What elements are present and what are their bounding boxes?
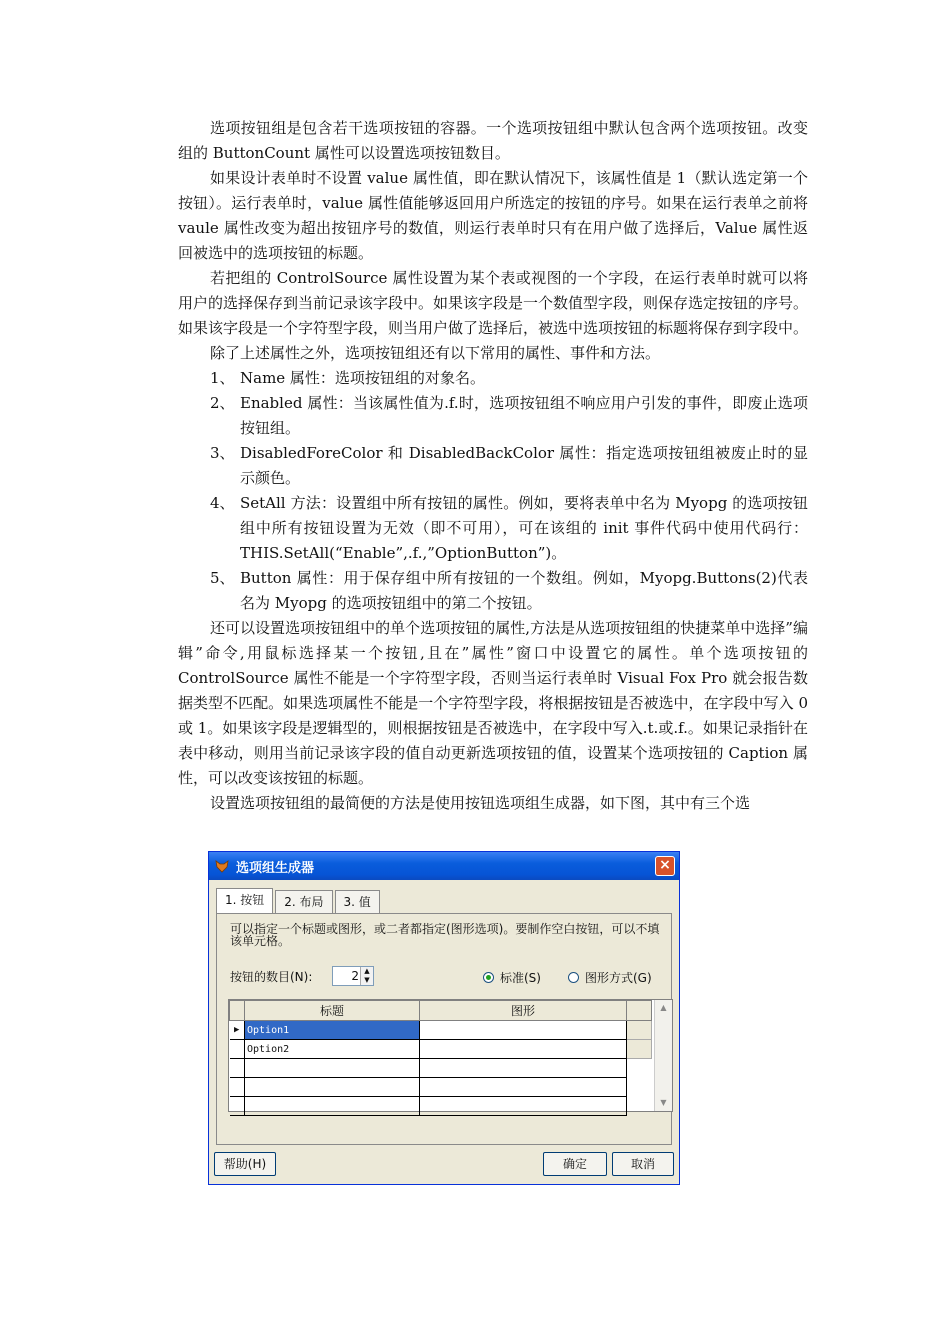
dialog-titlebar[interactable] (209, 852, 679, 880)
graphic-column-header: 图形 (420, 1001, 627, 1021)
row-indicator-header (230, 1001, 245, 1021)
caption-cell[interactable]: Option1 (245, 1021, 420, 1040)
ok-button[interactable]: 确定 (543, 1152, 607, 1176)
list-item: 3、 DisabledForeColor 和 DisabledBackColor 属性：指定选项按钮组被废止时的显示颜色。 (210, 444, 808, 487)
paragraph-2: 如果设计表单时不设置 value 属性值，即在默认情况下，该属性值是 1（默认选定第一个按钮）。运行表单时，value 属性值能够返回用户所选定的按钮的序号。如果在运行表单之前将 vaule 属性改变为超出按钮序号的数值，则运行表单时只有在用户做了选择后，Value 属性返回被选中的选项按钮的标题。 (178, 169, 808, 262)
tab-layout[interactable]: 2. 布局 (275, 890, 332, 913)
caption-cell[interactable] (245, 1078, 420, 1097)
buttons-grid (228, 999, 673, 1112)
browse-graphic-button[interactable] (627, 1021, 652, 1040)
current-row-icon: ▶ (230, 1021, 245, 1040)
paragraph-6: 设置选项按钮组的最简便的方法是使用按钮选项组生成器，如下图，其中有三个选 (210, 794, 751, 812)
fox-icon (214, 858, 230, 874)
spinner-arrows[interactable] (360, 967, 373, 985)
tab-value[interactable]: 3. 值 (335, 890, 380, 913)
list-item: 5、 Button 属性：用于保存组中所有按钮的一个数组。例如，Myopg.Buttons(2)代表名为 Myopg 的选项按钮组中的第二个按钮。 (210, 569, 808, 612)
button-count-value: 2 (351, 969, 359, 983)
radio-standard-dot[interactable] (483, 972, 494, 983)
paragraph-4: 除了上述属性之外，选项按钮组还有以下常用的属性、事件和方法。 (210, 344, 661, 362)
cancel-button[interactable]: 取消 (612, 1152, 674, 1176)
graphic-cell[interactable] (420, 1021, 627, 1040)
paragraph-5: 还可以设置选项按钮组中的单个选项按钮的属性,方法是从选项按钮组的快捷菜单中选择”编辑”命令,用鼠标选择某一个按钮,且在”属性”窗口中设置它的属性。单个选项按钮的 ControlSource 属性不能是一个字符型字段，否则当运行表单时 Visual Fox Pro 就会报告数据类型不匹配。如果选项属性不能是一个字符型字段，将根据按钮是否被选中，在字段中写入 0 或 1。如果该字段是逻辑型的，则根据按钮是否被选中，在字段中写入.t.或.f.。如果记录指针在表中移动，则用当前记录该字段的值自动更新选项按钮的值，设置某个选项按钮的 Caption 属性，可以改变该按钮的标题。 (178, 619, 808, 787)
grid-table (229, 1000, 652, 1116)
table-row (230, 1059, 652, 1078)
table-row (230, 1078, 652, 1097)
browse-graphic-button[interactable] (627, 1040, 652, 1059)
radio-standard-label: 标准(S) (500, 971, 541, 985)
option-group-builder-dialog (208, 851, 680, 1185)
radio-graphic-dot[interactable] (568, 972, 579, 983)
graphic-cell[interactable] (420, 1097, 627, 1116)
graphic-button-header (627, 1001, 652, 1021)
caption-cell[interactable]: Option2 (245, 1040, 420, 1059)
close-button[interactable]: × (655, 856, 675, 876)
description-text: 可以指定一个标题或图形，或二者都指定(图形选项)。要制作空白按钮，可以不填该单元格。 (230, 922, 660, 948)
scroll-up-icon[interactable]: ▲ (660, 1003, 667, 1012)
radio-graphic-label: 图形方式(G) (585, 971, 652, 985)
list-item: 4、 SetAll 方法：设置组中所有按钮的属性。例如，要将表单中名为 Myopg 的选项按钮组中所有按钮设置为无效（即不可用），可在该组的 init 事件代码中使用代码行：THIS.SetAll(“Enable”,.f.,”OptionButton”)。 (210, 494, 808, 562)
caption-column-header: 标题 (245, 1001, 420, 1021)
tab-buttons[interactable]: 1. 按钮 (216, 888, 273, 913)
graphic-cell[interactable] (420, 1059, 627, 1078)
help-button[interactable]: 帮助(H) (214, 1152, 276, 1176)
tab-strip (216, 890, 382, 913)
caption-cell[interactable] (245, 1059, 420, 1078)
list-item: 1、 Name 属性：选项按钮组的对象名。 (210, 369, 485, 387)
table-row (230, 1097, 652, 1116)
scroll-down-icon[interactable]: ▼ (660, 1098, 667, 1107)
graphic-cell[interactable] (420, 1078, 627, 1097)
radio-graphic[interactable] (568, 969, 652, 986)
list-item: 2、 Enabled 属性：当该属性值为.f.时，选项按钮组不响应用户引发的事件，即废止选项按钮组。 (210, 394, 808, 437)
spin-up-icon[interactable]: ▲ (361, 967, 373, 976)
dialog-title: 选项组生成器 (236, 860, 315, 876)
grid-scrollbar[interactable] (654, 1000, 672, 1111)
table-row (230, 1021, 652, 1040)
tab-panel (216, 913, 672, 1145)
spin-down-icon[interactable]: ▼ (361, 976, 373, 985)
radio-standard[interactable] (483, 969, 541, 986)
graphic-cell[interactable] (420, 1040, 627, 1059)
table-row (230, 1040, 652, 1059)
paragraph-1: 选项按钮组是包含若干选项按钮的容器。一个选项按钮组中默认包含两个选项按钮。改变组的 ButtonCount 属性可以设置选项按钮数目。 (178, 119, 808, 162)
button-count-spinner[interactable] (332, 966, 374, 986)
document-body (178, 116, 808, 816)
button-count-label: 按钮的数目(N): (230, 970, 313, 984)
caption-cell[interactable] (245, 1097, 420, 1116)
paragraph-3: 若把组的 ControlSource 属性设置为某个表或视图的一个字段，在运行表单时就可以将用户的选择保存到当前记录该字段中。如果该字段是一个数值型字段，则保存选定按钮的序号。如果该字段是一个字符型字段，则当用户做了选择后，被选中选项按钮的标题将保存到字段中。 (178, 269, 809, 337)
